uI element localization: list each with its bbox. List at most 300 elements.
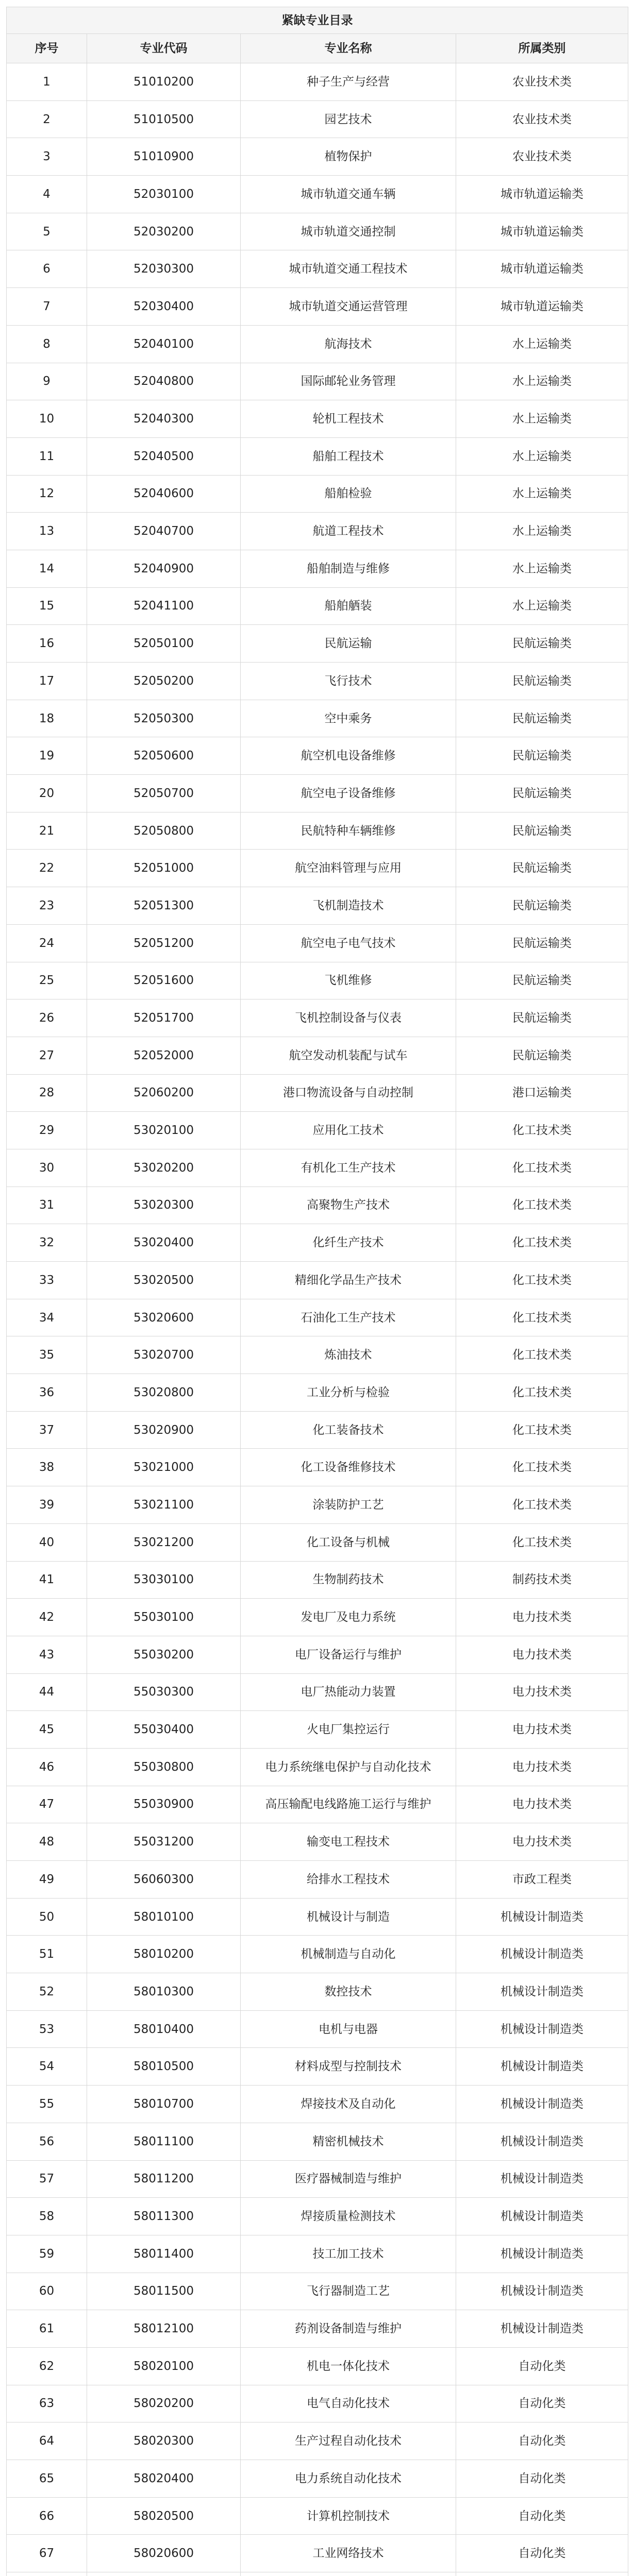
major-name: 城市轨道交通控制 — [241, 213, 456, 250]
row-index: 5 — [7, 213, 87, 250]
table-row — [7, 1636, 628, 1673]
table-row — [7, 1599, 628, 1636]
major-name: 城市轨道交通车辆 — [241, 176, 456, 213]
major-code: 58020200 — [87, 2385, 241, 2422]
major-category: 自动化类 — [456, 2385, 628, 2422]
major-name: 精密机械技术 — [241, 2123, 456, 2160]
major-category: 机械设计制造类 — [456, 2198, 628, 2235]
major-name: 高聚物生产技术 — [241, 1187, 456, 1224]
table-row — [7, 962, 628, 999]
table-row — [7, 2235, 628, 2273]
table-row — [7, 2273, 628, 2310]
table-row — [7, 1936, 628, 1973]
table-row — [7, 1149, 628, 1187]
table-row — [7, 1523, 628, 1561]
major-category: 民航运输类 — [456, 999, 628, 1037]
major-category: 农业技术类 — [456, 138, 628, 176]
major-code: 53020900 — [87, 1411, 241, 1449]
row-index: 67 — [7, 2535, 87, 2572]
major-code: 56060300 — [87, 1861, 241, 1899]
major-name: 船舶工程技术 — [241, 437, 456, 475]
major-category: 机械设计制造类 — [456, 2273, 628, 2310]
major-code: 52040300 — [87, 400, 241, 438]
major-category: 水上运输类 — [456, 437, 628, 475]
row-index: 7 — [7, 288, 87, 326]
major-name: 技工加工技术 — [241, 2235, 456, 2273]
major-category: 机械设计制造类 — [456, 2235, 628, 2273]
major-name: 航空电子电气技术 — [241, 924, 456, 962]
row-index: 43 — [7, 1636, 87, 1673]
row-index: 12 — [7, 475, 87, 513]
major-code: 53020400 — [87, 1224, 241, 1262]
table-row — [7, 1187, 628, 1224]
major-name: 飞机控制设备与仪表 — [241, 999, 456, 1037]
major-name: 工业网络技术 — [241, 2535, 456, 2572]
major-name: 涂装防护工艺 — [241, 1486, 456, 1524]
major-name: 飞机制造技术 — [241, 887, 456, 925]
row-index: 46 — [7, 1748, 87, 1786]
row-index: 64 — [7, 2422, 87, 2460]
major-code: 58010300 — [87, 1973, 241, 2011]
table-row — [7, 587, 628, 625]
major-category: 电力技术类 — [456, 1823, 628, 1861]
table-row — [7, 2385, 628, 2422]
row-index: 20 — [7, 775, 87, 812]
major-code — [87, 2572, 241, 2576]
table-row — [7, 1673, 628, 1711]
major-name: 植物保护 — [241, 138, 456, 176]
table-row — [7, 1561, 628, 1599]
major-code: 52030100 — [87, 176, 241, 213]
table-row — [7, 1299, 628, 1336]
major-name: 焊接质量检测技术 — [241, 2198, 456, 2235]
major-category: 化工技术类 — [456, 1523, 628, 1561]
table-row — [7, 513, 628, 550]
major-code: 52040800 — [87, 363, 241, 400]
major-code: 58010400 — [87, 2010, 241, 2048]
major-category: 化工技术类 — [456, 1224, 628, 1262]
row-index: 58 — [7, 2198, 87, 2235]
row-index: 57 — [7, 2160, 87, 2198]
major-name: 化工设备与机械 — [241, 1523, 456, 1561]
major-category: 民航运输类 — [456, 663, 628, 700]
major-category: 自动化类 — [456, 2460, 628, 2498]
major-name: 电机与电器 — [241, 2010, 456, 2048]
major-code: 53020100 — [87, 1112, 241, 1149]
table-row — [7, 625, 628, 663]
table-row — [7, 2123, 628, 2160]
table-row — [7, 1074, 628, 1112]
major-code: 55031200 — [87, 1823, 241, 1861]
major-category: 化工技术类 — [456, 1449, 628, 1486]
major-code: 55030300 — [87, 1673, 241, 1711]
major-category: 港口运输类 — [456, 1074, 628, 1112]
major-code: 58011500 — [87, 2273, 241, 2310]
row-index: 66 — [7, 2497, 87, 2535]
table-row — [7, 1748, 628, 1786]
major-category: 市政工程类 — [456, 1861, 628, 1899]
table-row — [7, 437, 628, 475]
row-index: 22 — [7, 850, 87, 887]
major-code: 52040700 — [87, 513, 241, 550]
major-name: 电力系统继电保护与自动化技术 — [241, 1748, 456, 1786]
table-row — [7, 1449, 628, 1486]
major-code: 58010700 — [87, 2086, 241, 2123]
row-index: 65 — [7, 2460, 87, 2498]
major-name: 电气自动化技术 — [241, 2385, 456, 2422]
row-index — [7, 2572, 87, 2576]
row-index: 4 — [7, 176, 87, 213]
row-index: 37 — [7, 1411, 87, 1449]
row-index: 6 — [7, 250, 87, 288]
table-row — [7, 400, 628, 438]
table-row — [7, 737, 628, 775]
major-code: 52060200 — [87, 1074, 241, 1112]
table-row — [7, 1711, 628, 1749]
major-category: 化工技术类 — [456, 1336, 628, 1374]
major-name: 机电一体化技术 — [241, 2347, 456, 2385]
table-body — [7, 7, 628, 2576]
table-row — [7, 663, 628, 700]
table-row — [7, 1898, 628, 1936]
row-index: 29 — [7, 1112, 87, 1149]
table-row — [7, 2086, 628, 2123]
major-category: 化工技术类 — [456, 1411, 628, 1449]
row-index: 44 — [7, 1673, 87, 1711]
row-index: 42 — [7, 1599, 87, 1636]
major-category: 电力技术类 — [456, 1786, 628, 1823]
major-category: 电力技术类 — [456, 1711, 628, 1749]
major-code: 52040600 — [87, 475, 241, 513]
major-name: 飞行器制造工艺 — [241, 2273, 456, 2310]
major-category: 水上运输类 — [456, 475, 628, 513]
table-row — [7, 1224, 628, 1262]
major-category: 自动化类 — [456, 2535, 628, 2572]
major-name: 材料成型与控制技术 — [241, 2048, 456, 2086]
major-name: 输变电工程技术 — [241, 1823, 456, 1861]
major-name: 化纤生产技术 — [241, 1224, 456, 1262]
major-category: 水上运输类 — [456, 513, 628, 550]
row-index: 38 — [7, 1449, 87, 1486]
table-row — [7, 2422, 628, 2460]
major-name: 应用化工技术 — [241, 1112, 456, 1149]
major-name: 机械设计与制造 — [241, 1898, 456, 1936]
major-code: 58020300 — [87, 2422, 241, 2460]
major-code: 52051200 — [87, 924, 241, 962]
major-category: 民航运输类 — [456, 850, 628, 887]
major-category: 化工技术类 — [456, 1149, 628, 1187]
major-name: 电厂热能动力装置 — [241, 1673, 456, 1711]
major-name: 城市轨道交通工程技术 — [241, 250, 456, 288]
major-category: 水上运输类 — [456, 587, 628, 625]
row-index: 34 — [7, 1299, 87, 1336]
major-code: 51010900 — [87, 138, 241, 176]
major-category: 化工技术类 — [456, 1187, 628, 1224]
major-category: 化工技术类 — [456, 1262, 628, 1299]
row-index: 17 — [7, 663, 87, 700]
major-code: 53021100 — [87, 1486, 241, 1524]
table-row — [7, 1861, 628, 1899]
major-category — [456, 2572, 628, 2576]
row-index: 28 — [7, 1074, 87, 1112]
major-code: 58011400 — [87, 2235, 241, 2273]
row-index: 19 — [7, 737, 87, 775]
table-row — [7, 2010, 628, 2048]
table-row — [7, 812, 628, 850]
row-index: 53 — [7, 2010, 87, 2048]
table-row — [7, 2535, 628, 2572]
major-category: 机械设计制造类 — [456, 1973, 628, 2011]
major-code: 53020600 — [87, 1299, 241, 1336]
major-code: 58020100 — [87, 2347, 241, 2385]
major-category: 农业技术类 — [456, 100, 628, 138]
major-category: 机械设计制造类 — [456, 2010, 628, 2048]
table-row — [7, 924, 628, 962]
major-name: 航空发动机装配与试车 — [241, 1037, 456, 1074]
header-name: 专业名称 — [241, 34, 456, 63]
major-table — [6, 7, 628, 2576]
major-category: 机械设计制造类 — [456, 1936, 628, 1973]
major-name: 化工装备技术 — [241, 1411, 456, 1449]
row-index: 13 — [7, 513, 87, 550]
table-row — [7, 176, 628, 213]
table-row — [7, 288, 628, 326]
table-row — [7, 2497, 628, 2535]
row-index: 35 — [7, 1336, 87, 1374]
major-code: 52050200 — [87, 663, 241, 700]
table-row — [7, 1374, 628, 1412]
row-index: 52 — [7, 1973, 87, 2011]
major-category: 自动化类 — [456, 2347, 628, 2385]
major-code: 52030400 — [87, 288, 241, 326]
major-name: 石油化工生产技术 — [241, 1299, 456, 1336]
major-code: 55030900 — [87, 1786, 241, 1823]
major-category: 民航运输类 — [456, 887, 628, 925]
table-row — [7, 1112, 628, 1149]
major-code: 52050300 — [87, 700, 241, 737]
major-code: 52052000 — [87, 1037, 241, 1074]
major-code: 52051300 — [87, 887, 241, 925]
major-name: 航空电子设备维修 — [241, 775, 456, 812]
table-row — [7, 850, 628, 887]
major-name: 高压输配电线路施工运行与维护 — [241, 1786, 456, 1823]
major-category: 电力技术类 — [456, 1748, 628, 1786]
major-name: 民航运输 — [241, 625, 456, 663]
major-code: 53021000 — [87, 1449, 241, 1486]
major-name: 航海技术 — [241, 325, 456, 363]
row-index: 16 — [7, 625, 87, 663]
row-index: 50 — [7, 1898, 87, 1936]
header-row — [7, 34, 628, 63]
table-row — [7, 1486, 628, 1524]
major-code: 51010500 — [87, 100, 241, 138]
row-index: 15 — [7, 587, 87, 625]
table-row — [7, 213, 628, 250]
major-name: 城市轨道交通运营管理 — [241, 288, 456, 326]
row-index: 49 — [7, 1861, 87, 1899]
major-category: 制药技术类 — [456, 1561, 628, 1599]
major-category: 化工技术类 — [456, 1374, 628, 1412]
row-index: 45 — [7, 1711, 87, 1749]
row-index: 47 — [7, 1786, 87, 1823]
major-code: 52051600 — [87, 962, 241, 999]
table-row — [7, 775, 628, 812]
major-category: 民航运输类 — [456, 625, 628, 663]
major-category: 农业技术类 — [456, 63, 628, 101]
table-row — [7, 550, 628, 587]
row-index: 23 — [7, 887, 87, 925]
row-index: 33 — [7, 1262, 87, 1299]
row-index: 14 — [7, 550, 87, 587]
major-name: 航道工程技术 — [241, 513, 456, 550]
row-index: 56 — [7, 2123, 87, 2160]
major-name: 电厂设备运行与维护 — [241, 1636, 456, 1673]
major-code: 52050800 — [87, 812, 241, 850]
title-row — [7, 7, 628, 34]
table-row — [7, 2048, 628, 2086]
major-code: 52051700 — [87, 999, 241, 1037]
major-code: 53020200 — [87, 1149, 241, 1187]
table-row — [7, 100, 628, 138]
row-index: 3 — [7, 138, 87, 176]
row-index: 8 — [7, 325, 87, 363]
table-row — [7, 475, 628, 513]
major-name: 有机化工生产技术 — [241, 1149, 456, 1187]
major-category: 化工技术类 — [456, 1299, 628, 1336]
major-name: 化工设备维修技术 — [241, 1449, 456, 1486]
table-row — [7, 1786, 628, 1823]
major-name — [241, 2572, 456, 2576]
major-name: 园艺技术 — [241, 100, 456, 138]
major-code: 58010500 — [87, 2048, 241, 2086]
row-index: 60 — [7, 2273, 87, 2310]
major-name: 生产过程自动化技术 — [241, 2422, 456, 2460]
major-category: 机械设计制造类 — [456, 2048, 628, 2086]
table-row — [7, 2347, 628, 2385]
major-code: 52030200 — [87, 213, 241, 250]
major-name: 国际邮轮业务管理 — [241, 363, 456, 400]
major-code: 58010200 — [87, 1936, 241, 1973]
table-row — [7, 2310, 628, 2348]
row-index: 55 — [7, 2086, 87, 2123]
major-name: 航空油料管理与应用 — [241, 850, 456, 887]
table-row — [7, 1262, 628, 1299]
table-row — [7, 63, 628, 101]
row-index: 48 — [7, 1823, 87, 1861]
major-code: 52040100 — [87, 325, 241, 363]
major-code: 52041100 — [87, 587, 241, 625]
major-code: 52040900 — [87, 550, 241, 587]
row-index: 25 — [7, 962, 87, 999]
row-index: 40 — [7, 1523, 87, 1561]
row-index: 24 — [7, 924, 87, 962]
row-index: 54 — [7, 2048, 87, 2086]
major-code: 58020600 — [87, 2535, 241, 2572]
major-code: 55030800 — [87, 1748, 241, 1786]
major-name: 空中乘务 — [241, 700, 456, 737]
table-row — [7, 999, 628, 1037]
table-row — [7, 1823, 628, 1861]
header-code: 专业代码 — [87, 34, 241, 63]
row-index: 62 — [7, 2347, 87, 2385]
major-code: 53021200 — [87, 1523, 241, 1561]
major-category: 民航运输类 — [456, 700, 628, 737]
major-code: 53020700 — [87, 1336, 241, 1374]
major-category: 机械设计制造类 — [456, 1898, 628, 1936]
table-row — [7, 2160, 628, 2198]
row-index: 21 — [7, 812, 87, 850]
major-name: 计算机控制技术 — [241, 2497, 456, 2535]
major-code: 53030100 — [87, 1561, 241, 1599]
major-category: 电力技术类 — [456, 1599, 628, 1636]
row-index: 41 — [7, 1561, 87, 1599]
major-name: 炼油技术 — [241, 1336, 456, 1374]
major-name: 精细化学品生产技术 — [241, 1262, 456, 1299]
table-row — [7, 1411, 628, 1449]
row-index: 63 — [7, 2385, 87, 2422]
major-name: 电力系统自动化技术 — [241, 2460, 456, 2498]
row-index: 32 — [7, 1224, 87, 1262]
major-category: 民航运输类 — [456, 924, 628, 962]
major-code: 53020800 — [87, 1374, 241, 1412]
major-code: 53020500 — [87, 1262, 241, 1299]
major-category: 民航运输类 — [456, 775, 628, 812]
major-name: 飞机维修 — [241, 962, 456, 999]
major-category: 民航运输类 — [456, 737, 628, 775]
table-row — [7, 325, 628, 363]
table-row — [7, 2572, 628, 2576]
table-title: 紧缺专业目录 — [7, 7, 628, 34]
major-code: 52050100 — [87, 625, 241, 663]
table-row — [7, 1336, 628, 1374]
major-category: 机械设计制造类 — [456, 2086, 628, 2123]
major-category: 水上运输类 — [456, 550, 628, 587]
major-code: 55030400 — [87, 1711, 241, 1749]
major-name: 港口物流设备与自动控制 — [241, 1074, 456, 1112]
major-category: 民航运输类 — [456, 812, 628, 850]
major-name: 火电厂集控运行 — [241, 1711, 456, 1749]
major-category: 化工技术类 — [456, 1486, 628, 1524]
major-category: 城市轨道运输类 — [456, 288, 628, 326]
row-index: 1 — [7, 63, 87, 101]
major-code: 55030200 — [87, 1636, 241, 1673]
header-category: 所属类别 — [456, 34, 628, 63]
row-index: 27 — [7, 1037, 87, 1074]
table-row — [7, 700, 628, 737]
major-name: 焊接技术及自动化 — [241, 2086, 456, 2123]
major-category: 水上运输类 — [456, 400, 628, 438]
major-category: 电力技术类 — [456, 1636, 628, 1673]
major-name: 种子生产与经营 — [241, 63, 456, 101]
table-row — [7, 887, 628, 925]
row-index: 26 — [7, 999, 87, 1037]
table-row — [7, 2460, 628, 2498]
major-category: 机械设计制造类 — [456, 2160, 628, 2198]
major-code: 52050700 — [87, 775, 241, 812]
row-index: 51 — [7, 1936, 87, 1973]
major-name: 医疗器械制造与维护 — [241, 2160, 456, 2198]
row-index: 18 — [7, 700, 87, 737]
major-category: 水上运输类 — [456, 363, 628, 400]
header-index: 序号 — [7, 34, 87, 63]
major-category: 民航运输类 — [456, 962, 628, 999]
table-row — [7, 1037, 628, 1074]
major-category: 民航运输类 — [456, 1037, 628, 1074]
major-code: 58011300 — [87, 2198, 241, 2235]
major-name: 飞行技术 — [241, 663, 456, 700]
major-name: 机械制造与自动化 — [241, 1936, 456, 1973]
table-row — [7, 1973, 628, 2011]
